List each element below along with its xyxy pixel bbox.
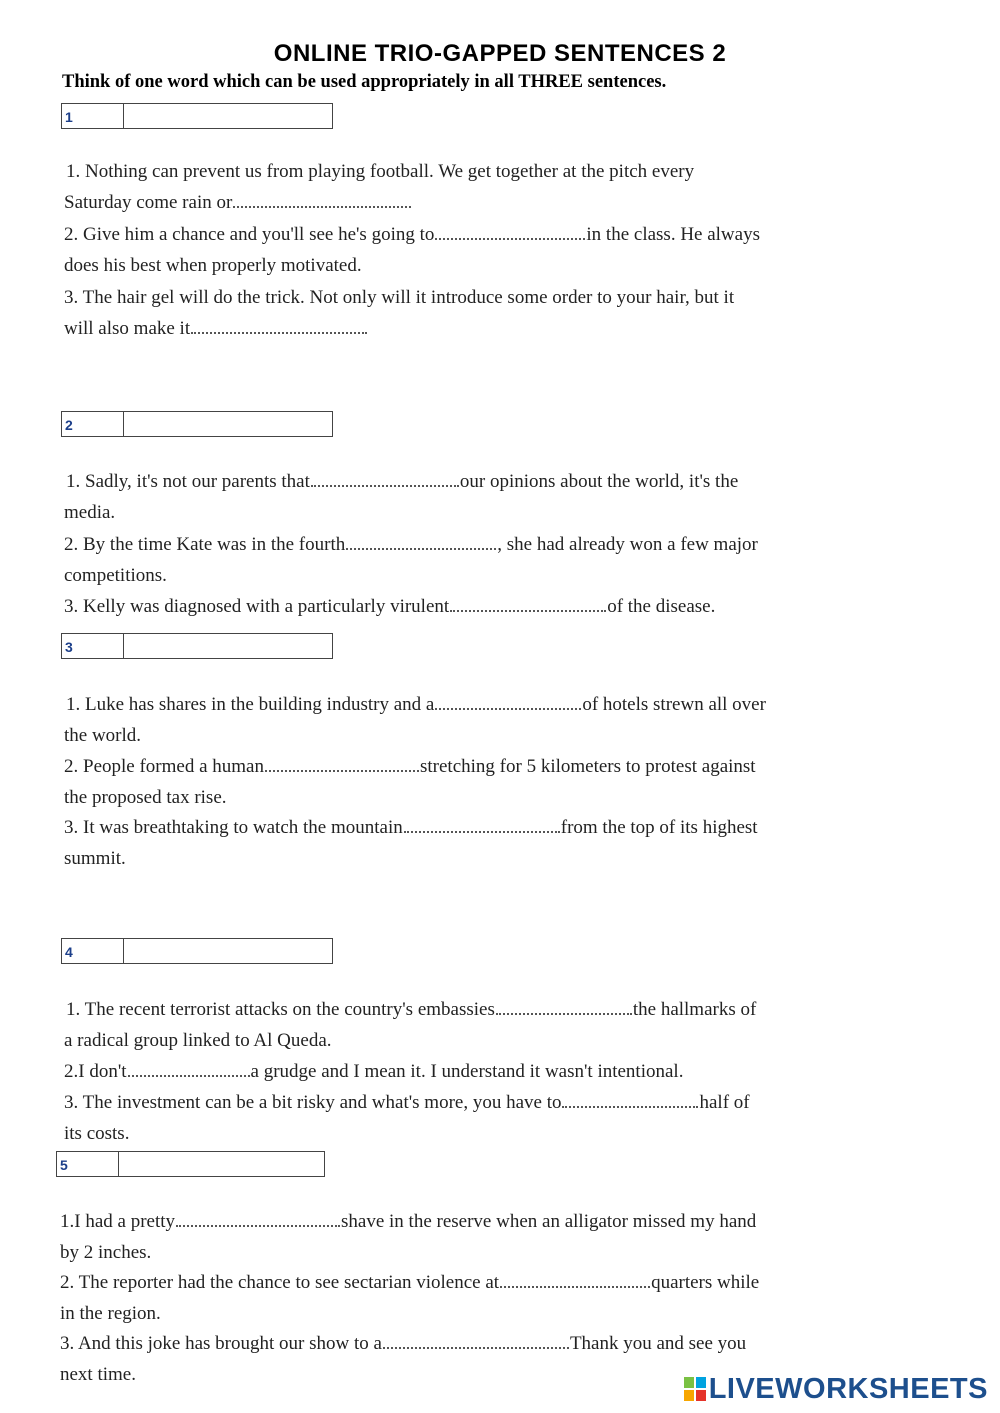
liveworksheets-brand <box>684 1372 988 1406</box>
gap-blank <box>233 202 411 208</box>
question-number: 3 <box>62 634 124 658</box>
instruction-text: Think of one word which can be used appropriately in all THREE sentences. <box>62 72 667 92</box>
answer-input[interactable] <box>124 634 332 658</box>
gap-blank <box>500 1282 650 1288</box>
answer-box-2[interactable] <box>61 411 333 437</box>
question-number: 5 <box>57 1152 119 1176</box>
page-title: ONLINE TRIO-GAPPED SENTENCES 2 <box>273 40 727 67</box>
gap-blank <box>435 704 581 710</box>
gap-blank <box>191 328 367 334</box>
answer-input[interactable] <box>124 412 332 436</box>
answer-box-3[interactable] <box>61 633 333 659</box>
answer-box-1[interactable] <box>61 103 333 129</box>
gap-blank <box>311 481 459 487</box>
gap-blank <box>176 1221 340 1227</box>
gap-blank <box>404 827 560 833</box>
gap-blank <box>383 1343 569 1349</box>
gap-blank <box>128 1071 250 1077</box>
gap-blank <box>265 766 419 772</box>
question-number: 4 <box>62 939 124 963</box>
gap-blank <box>562 1102 698 1108</box>
question-number: 1 <box>62 104 124 128</box>
answer-input[interactable] <box>119 1152 324 1176</box>
liveworksheets-logo-icon <box>684 1377 706 1401</box>
answer-box-5[interactable] <box>56 1151 325 1177</box>
question-number: 2 <box>62 412 124 436</box>
brand-name: LIVEWORKSHEETS <box>708 1372 988 1405</box>
gap-blank <box>450 606 606 612</box>
gap-blank <box>346 544 496 550</box>
answer-input[interactable] <box>124 104 332 128</box>
gap-blank <box>435 234 585 240</box>
gap-blank <box>496 1009 632 1015</box>
answer-box-4[interactable] <box>61 938 333 964</box>
answer-input[interactable] <box>124 939 332 963</box>
